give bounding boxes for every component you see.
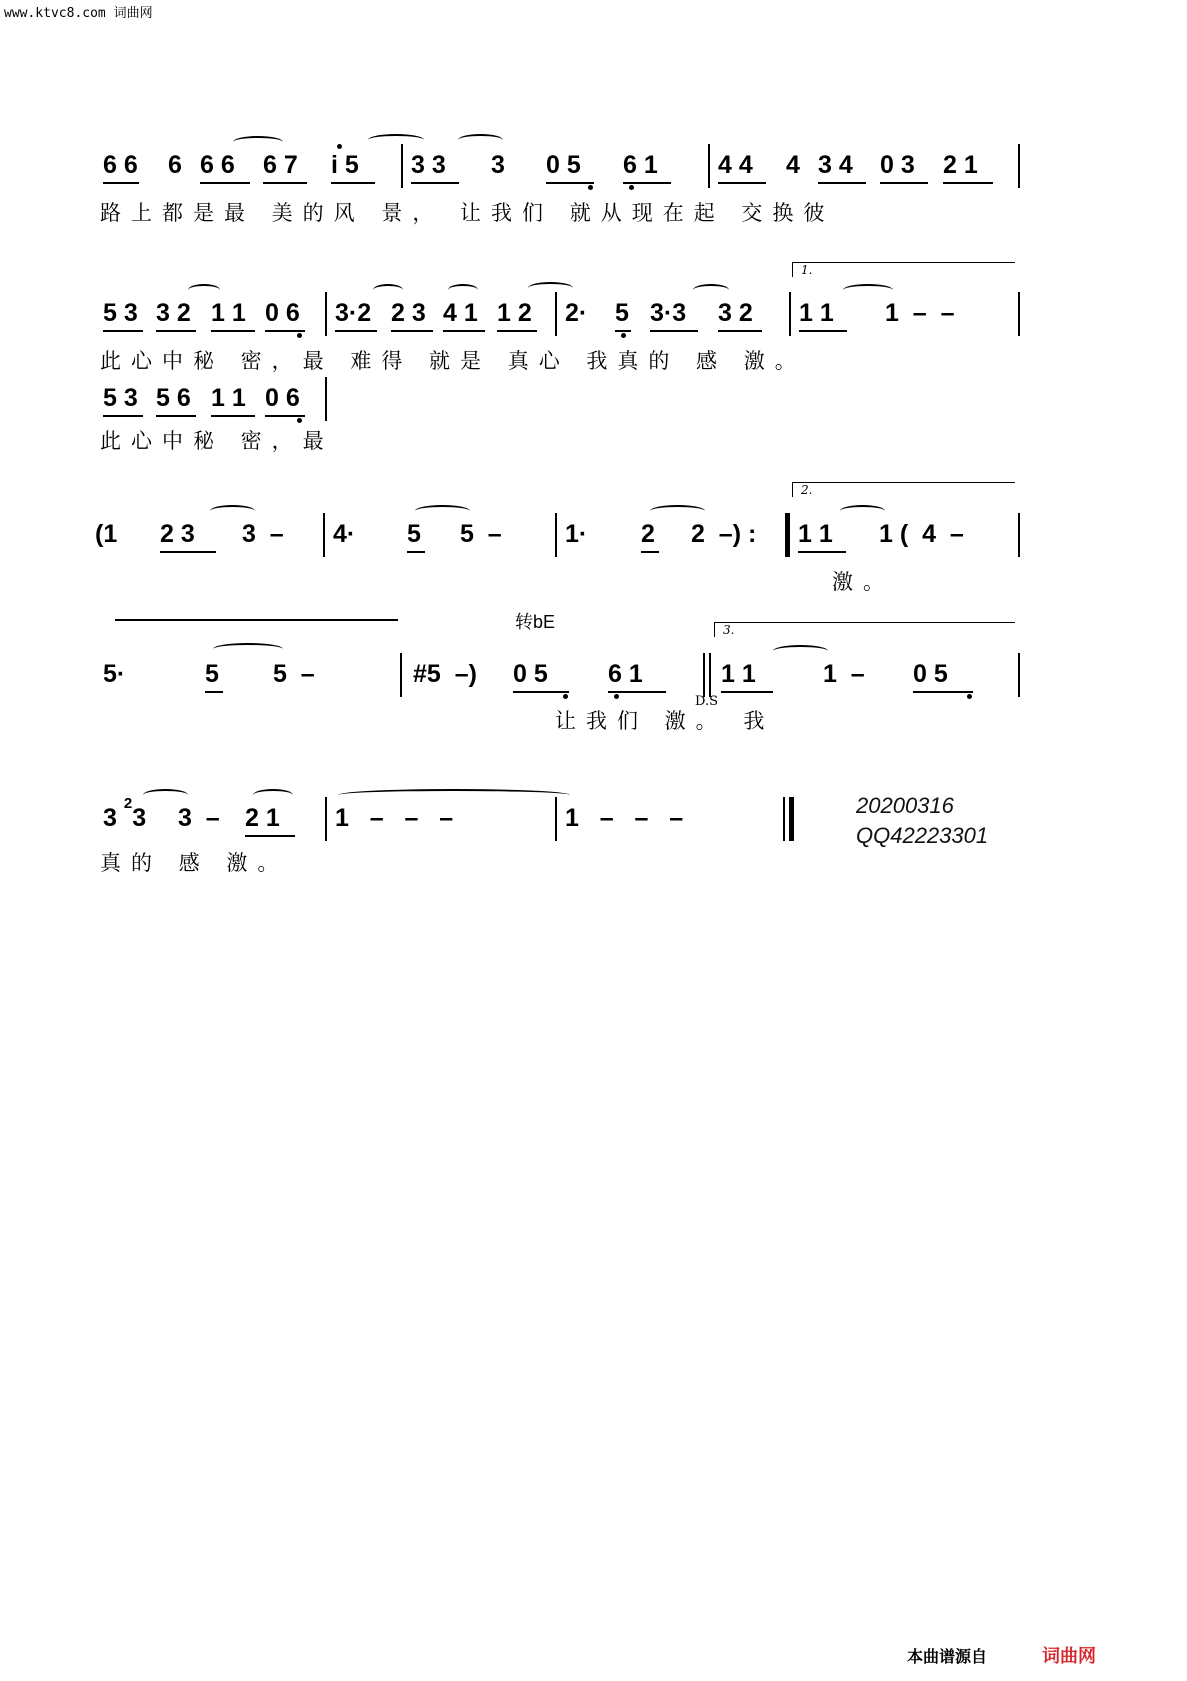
footer-source: 本曲谱源自 [907, 1649, 988, 1666]
footer-logo[interactable]: 词曲网 [1042, 1646, 1096, 1666]
score-page: www.ktvc8.com 词曲网 6 6 6 6 6 6 7 i 5 3 3 3 0 5 6 1 4 4 4 3 4 0 3 2 1 路上都是最 美的风 景， 让我们 就从现在起 交换彼 1. 5 3 3 2 1 1 0 6 3·2 2 3 4 1 1 2 2· 5 3·3 3 2 1 1 1 – – 此心中秘 密，最 难得 就是 真心 我真的 感 激。 5 3 5 6 1 1 0 6 此心中秘 密，最 2. (1 2 3 3 – 4· 5 5 – 1· 2 2 –) : 1 1 1 ( 4 – 激。 转bE 3. 5· 5 5 – #5 –) 0 5 6 1 1 1 1 – 0 5 D.S 让我们 激。 我 3 $^2$3 3 – 2 1 1 – – – 1 – – – 真的 感 激。 20200316 QQ42223301 本曲谱源自 词曲网 [0, 0, 1187, 1681]
lyrics-row-4: 激。 [832, 570, 894, 594]
info-qq: QQ42223301 [856, 823, 989, 848]
lyrics-row-5: 让我们 激。 我 [555, 709, 775, 733]
volta-3: 3. [714, 622, 1015, 637]
key-change: 转bE [515, 612, 556, 632]
volta-1: 1. [792, 262, 1015, 277]
lyrics-row-1: 路上都是最 美的风 景， 让我们 就从现在起 交换彼 [100, 201, 835, 225]
volta-2: 2. [792, 482, 1015, 497]
lyrics-row-6: 真的 感 激。 [100, 851, 289, 875]
lyrics-row-3: 此心中秘 密，最 [100, 429, 334, 453]
slur-line [115, 619, 398, 621]
info-date: 20200316 [856, 793, 954, 818]
lyrics-row-2: 此心中秘 密，最 难得 就是 真心 我真的 感 激。 [100, 349, 806, 373]
site-watermark: www.ktvc8.com 词曲网 [4, 6, 153, 21]
ds-marking: D.S [695, 694, 718, 709]
